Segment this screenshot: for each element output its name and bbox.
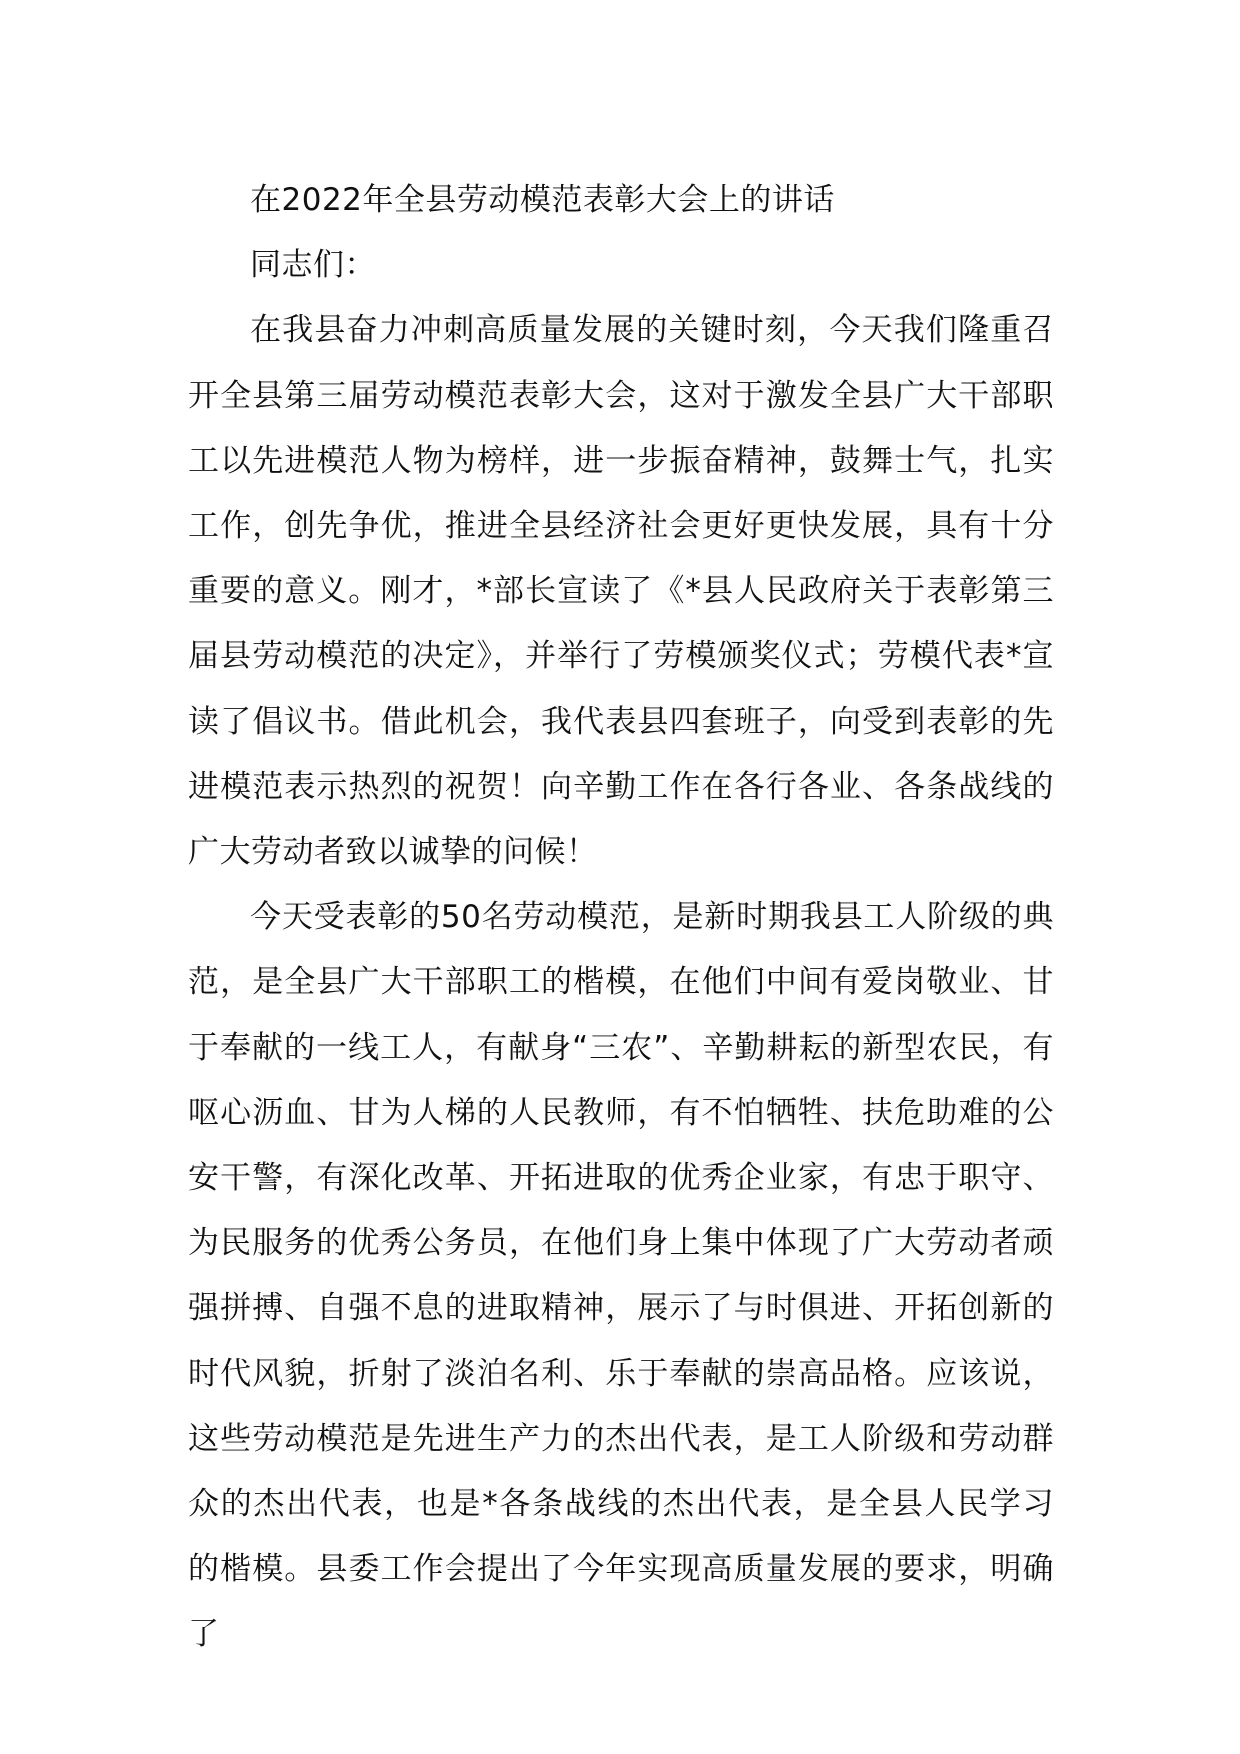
salutation: 同志们： [250, 247, 376, 284]
speech-title: 在2022年全县劳动模范表彰大会上的讲话 [250, 182, 835, 218]
document-body [188, 168, 1054, 1668]
paragraph-opening: 在我县奋力冲刺高质量发展的关键时刻，今天我们隆重召开全县第三届劳动模范表彰大会，这对于激发全县广大干部职工以先进模范人物为榜样，进一步振奋精神，鼓舞士气，扎实工作，创先争优，推进全县经济社会更好更快发展，具有十分重要的意义。刚才，*部长宣读了《*县人民政府关于表彰第三届县劳动模范的决定》，并举行了劳模颁奖仪式；劳模代表*宣读了倡议书。借此机会，我代表县四套班子，向受到表彰的先进模范表示热烈的祝贺！向辛勤工作在各行各业、各条战线的广大劳动者致以诚挚的问候！ [188, 312, 1054, 871]
paragraph-model-workers: 今天受表彰的50名劳动模范，是新时期我县工人阶级的典范，是全县广大干部职工的楷模，在他们中间有爱岗敬业、甘于奉献的一线工人，有献身“三农”、辛勤耕耘的新型农民，有呕心沥血、甘为人梯的人民教师，有不怕牺牲、扶危助难的公安干警，有深化改革、开拓进取的优秀企业家，有忠于职守、为民服务的优秀公务员，在他们身上集中体现了广大劳动者顽强拼搏、自强不息的进取精神，展示了与时俱进、开拓创新的时代风貌，折射了淡泊名利、乐于奉献的崇高品格。应该说，这些劳动模范是先进生产力的杰出代表，是工人阶级和劳动群众的杰出代表，也是*各条战线的杰出代表，是全县人民学习的楷模。县委工作会提出了今年实现高质量发展的要求，明确了 [188, 899, 1054, 1653]
